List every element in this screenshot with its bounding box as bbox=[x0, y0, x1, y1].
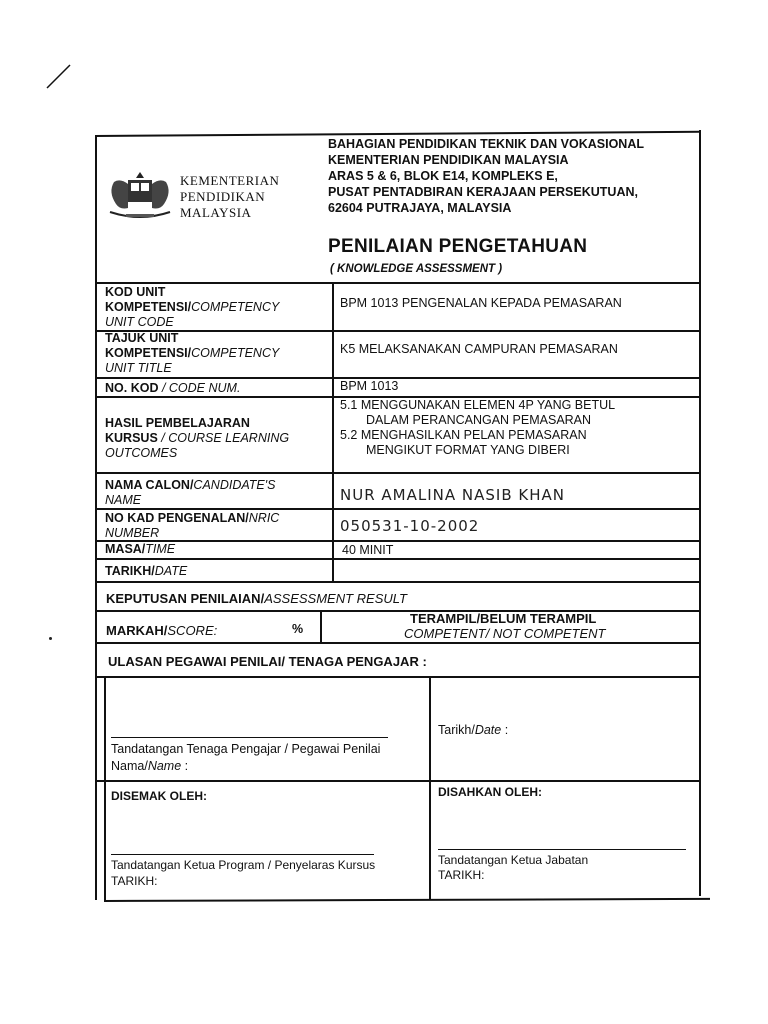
nric-label: NO KAD PENGENALAN/NRIC NUMBER bbox=[105, 511, 280, 540]
page-title: PENILAIAN PENGETAHUAN bbox=[328, 236, 588, 257]
outcomes-label: HASIL PEMBELAJARAN KURSUS / COURSE LEARNING OUTCOMES bbox=[105, 416, 290, 460]
competency-status-sub: COMPETENT/ NOT COMPETENT bbox=[404, 626, 606, 641]
score-label: MARKAH/SCORE: bbox=[106, 623, 218, 638]
time-value: 40 MINIT bbox=[342, 543, 394, 557]
unit-code-label: KOD UNIT KOMPETENSI/COMPETENCY UNIT CODE bbox=[105, 285, 280, 329]
department-head-date-caption: TARIKH: bbox=[438, 868, 485, 882]
page-subtitle: ( KNOWLEDGE ASSESSMENT ) bbox=[330, 263, 503, 275]
outcome-line: 5.2 MENGHASILKAN PELAN PEMASARAN bbox=[340, 428, 587, 442]
outcome-line: MENGIKUT FORMAT YANG DIBERI bbox=[366, 443, 570, 457]
department-head-signature-caption: Tandatangan Ketua Jabatan bbox=[438, 853, 589, 867]
address-line: ARAS 5 & 6, BLOK E14, KOMPLEKS E, bbox=[328, 169, 558, 183]
outcome-line: DALAM PERANCANGAN PEMASARAN bbox=[366, 413, 592, 427]
comments-label: ULASAN PEGAWAI PENILAI/ TENAGA PENGAJAR : bbox=[108, 654, 427, 669]
coat-of-arms-logo bbox=[104, 168, 176, 226]
address-line: 62604 PUTRAJAYA, MALAYSIA bbox=[328, 201, 512, 215]
nric-field[interactable]: 050531-10-2002 bbox=[340, 517, 480, 535]
stray-dot bbox=[49, 637, 52, 640]
program-head-signature-caption: Tandatangan Ketua Program / Penyelaras Kursus bbox=[111, 858, 376, 872]
outcome-line: 5.1 MENGGUNAKAN ELEMEN 4P YANG BETUL bbox=[340, 398, 616, 412]
code-num-value: BPM 1013 bbox=[340, 379, 399, 393]
logo-text-line3: MALAYSIA bbox=[180, 205, 252, 220]
candidate-label: NAMA CALON/CANDIDATE'S NAME bbox=[105, 478, 276, 507]
pen-mark bbox=[44, 62, 74, 92]
unit-code-value: BPM 1013 PENGENALAN KEPADA PEMASARAN bbox=[340, 296, 622, 310]
logo-text-line2: PENDIDIKAN bbox=[180, 189, 266, 204]
program-head-date-caption: TARIKH: bbox=[111, 874, 158, 888]
score-percent: % bbox=[292, 622, 304, 636]
code-num-label: NO. KOD / CODE NUM. bbox=[105, 381, 241, 395]
logo-text-line1: KEMENTERIAN bbox=[180, 173, 280, 188]
instructor-date-caption: Tarikh/Date : bbox=[438, 723, 509, 737]
assessment-result-label: KEPUTUSAN PENILAIAN/ASSESSMENT RESULT bbox=[106, 591, 407, 606]
approved-by-label: DISAHKAN OLEH: bbox=[438, 785, 542, 799]
unit-title-value: K5 MELAKSANAKAN CAMPURAN PEMASARAN bbox=[340, 342, 618, 356]
time-label: MASA/TIME bbox=[105, 542, 176, 556]
address-line: BAHAGIAN PENDIDIKAN TEKNIK DAN VOKASIONAL bbox=[328, 137, 644, 151]
instructor-signature-caption: Tandatangan Tenaga Pengajar / Pegawai Penilai bbox=[111, 742, 381, 756]
address-line: KEMENTERIAN PENDIDIKAN MALAYSIA bbox=[328, 153, 569, 167]
address-line: PUSAT PENTADBIRAN KERAJAAN PERSEKUTUAN, bbox=[328, 185, 638, 199]
address-block bbox=[328, 136, 644, 216]
date-label: TARIKH/DATE bbox=[105, 564, 188, 578]
candidate-name-field[interactable]: NUR AMALINA NASIB KHAN bbox=[340, 486, 565, 504]
checked-by-label: DISEMAK OLEH: bbox=[111, 789, 207, 803]
competency-status-label: TERAMPIL/BELUM TERAMPIL bbox=[410, 611, 597, 626]
unit-title-label: TAJUK UNIT KOMPETENSI/COMPETENCY UNIT TITLE bbox=[105, 331, 280, 375]
instructor-name-caption: Nama/Name : bbox=[111, 759, 189, 773]
